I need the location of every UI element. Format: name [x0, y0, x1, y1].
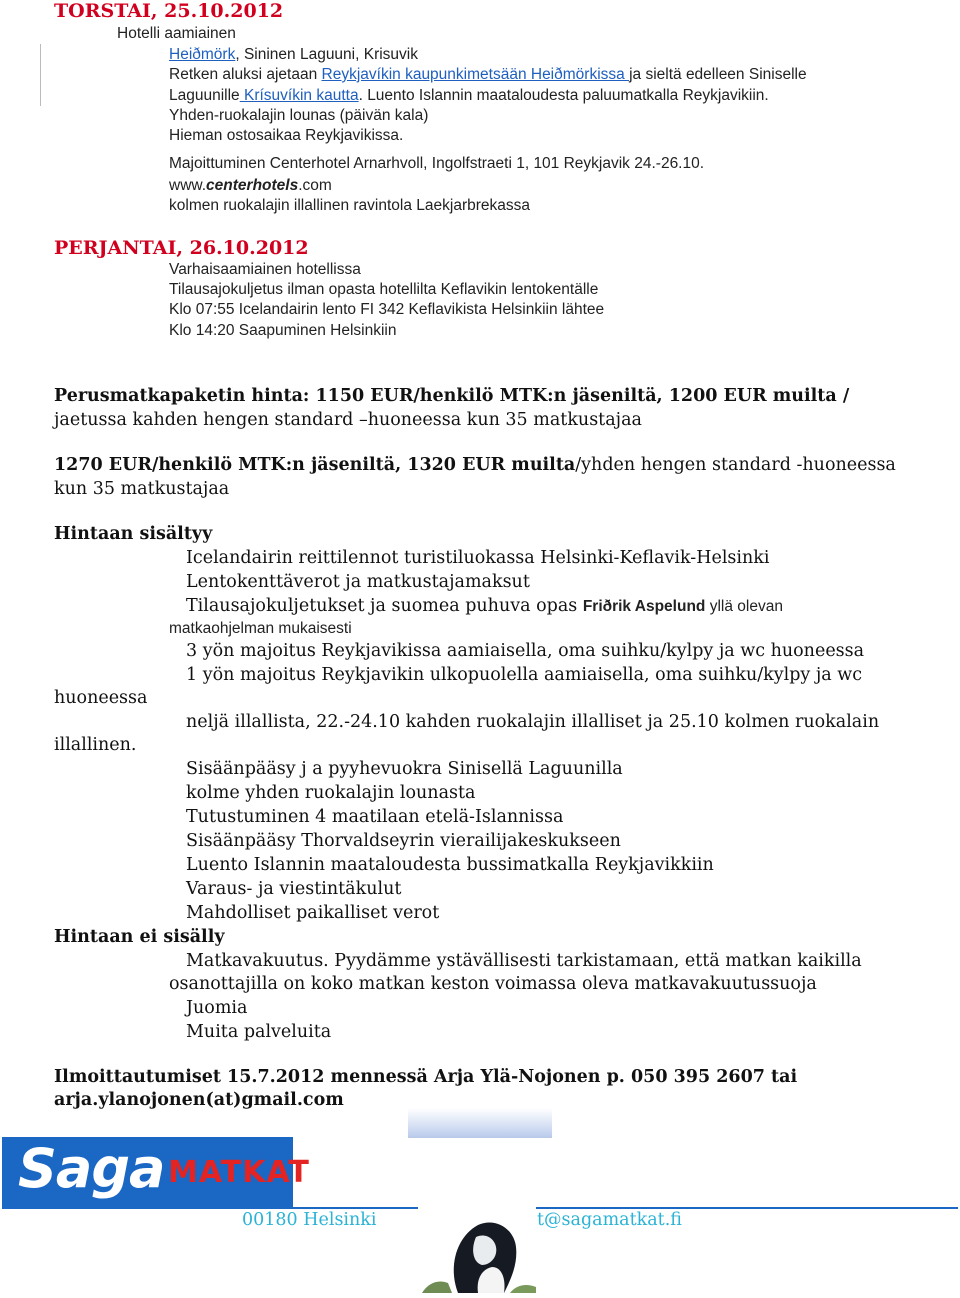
excludes-heading: Hintaan ei sisälly	[54, 927, 225, 947]
day1-trip-line2	[169, 87, 769, 105]
photo-strip	[408, 1108, 552, 1138]
day1-dinner: kolmen ruokalajin illallinen ravintola Laekjarbrekassa	[169, 197, 530, 214]
includes-taxes: Lentokenttäverot ja matkustajamaksut	[186, 572, 530, 592]
price-single: 1270 EUR/henkilö MTK:n jäseniltä, 1320 EUR muilta	[54, 455, 576, 475]
day2-item: Tilausajokuljetus ilman opasta hotellilta Keflavikin lentokentälle	[169, 281, 599, 298]
puffin-photo	[418, 1207, 536, 1293]
day1-accommodation: Majoittuminen Centerhotel Arnarhvoll, Ingolfstraeti 1, 101 Reykjavik 24.-26.10.	[169, 155, 705, 172]
web-domain: centerhotels	[206, 177, 299, 194]
trip-text: ja sieltä edelleen Siniselle	[629, 66, 807, 83]
includes-item: kolme yhden ruokalajin lounasta	[186, 783, 476, 803]
saga-matkat-logo	[2, 1137, 310, 1209]
day2-item: Klo 14:20 Saapuminen Helsinkiin	[169, 322, 397, 339]
price-line1: Perusmatkapaketin hinta: 1150 EUR/henkilö MTK:n jäseniltä, 1200 EUR muilta /	[54, 386, 850, 406]
logo-saga-text: Saga	[18, 1137, 165, 1200]
puffin-icon	[418, 1207, 536, 1293]
day2-item: Klo 07:55 Icelandairin lento FI 342 Keflavikista Helsinkiin lähtee	[169, 301, 605, 318]
includes-dinners-cont: illallinen.	[54, 735, 137, 755]
excludes-insurance-cont: osanottajilla on koko matkan keston voimassa oleva matkavakuutussuoja	[169, 974, 817, 994]
excludes-drinks: Juomia	[186, 998, 248, 1018]
guide-name: Friðrik Aspelund	[582, 598, 706, 615]
transfers-tail: yllä olevan	[705, 598, 783, 615]
day1-trip-line1	[169, 66, 807, 84]
includes-dinners: neljä illallista, 22.-24.10 kahden ruokalajin illalliset ja 25.10 kolmen ruokalain	[186, 712, 880, 732]
day2-item: Varhaisaamiainen hotellissa	[169, 261, 361, 278]
web-suffix: .com	[298, 177, 332, 194]
includes-item: Sisäänpääsy j a pyyhevuokra Sinisellä Laguunilla	[186, 759, 623, 779]
transfers-text: Tilausajokuljetukset ja suomea puhuva opas	[186, 596, 583, 616]
price-line4: kun 35 matkustajaa	[54, 479, 230, 499]
day1-shopping: Hieman ostosaikaa Reykjavikissa.	[169, 127, 404, 144]
includes-heading: Hintaan sisältyy	[54, 524, 213, 544]
day2-heading: PERJANTAI, 26.10.2012	[54, 237, 309, 259]
trip-text: Retken aluksi ajetaan	[169, 66, 322, 83]
route-rest: , Sininen Laguuni, Krisuvik	[235, 46, 418, 63]
includes-transfers	[186, 596, 783, 616]
logo-matkat-text: MATKAT	[168, 1155, 310, 1190]
web-prefix: www.	[169, 177, 207, 194]
excludes-insurance: Matkavakuutus. Pyydämme ystävällisesti tarkistamaan, että matkan kaikilla	[186, 951, 862, 971]
includes-item: Luento Islannin maataloudesta bussimatkalla Reykjavikkiin	[186, 855, 714, 875]
trip-text: . Luento Islannin maataloudesta paluumatkalla Reykjavikiin.	[358, 87, 769, 104]
registration-line1: Ilmoittautumiset 15.7.2012 mennessä Arja Ylä-Nojonen p. 050 395 2607 tai	[54, 1067, 798, 1087]
includes-item: Varaus- ja viestintäkulut	[186, 879, 402, 899]
price-line3	[54, 455, 896, 475]
excludes-services: Muita palveluita	[186, 1022, 332, 1042]
includes-item: Sisäänpääsy Thorvaldseyrin vierailijakeskukseen	[186, 831, 621, 851]
includes-country: 1 yön majoitus Reykjavikin ulkopuolella aamiaisella, oma suihku/kylpy ja wc	[186, 665, 863, 685]
registration-email[interactable]: arja.ylanojonen(at)gmail.com	[54, 1090, 344, 1110]
price-line2: jaetussa kahden hengen standard –huoneessa kun 35 matkustajaa	[54, 410, 642, 430]
day1-heading: TORSTAI, 25.10.2012	[54, 0, 284, 22]
includes-item: Mahdolliset paikalliset verot	[186, 903, 440, 923]
includes-flights: Icelandairin reittilennot turistiluokassa Helsinki-Keflavik-Helsinki	[186, 548, 770, 568]
krisuvik-link[interactable]: Krísuvíkin kautta	[239, 87, 359, 104]
hotel-website[interactable]	[169, 177, 332, 195]
margin-rule	[40, 44, 41, 106]
includes-item: Tutustuminen 4 maatilaan etelä-Islannissa	[186, 807, 564, 827]
day1-breakfast: Hotelli aamiainen	[117, 25, 236, 42]
includes-country-cont: huoneessa	[54, 688, 148, 708]
reykjavik-forest-link[interactable]: Reykjavíkin kaupunkimetsään Heiðmörkissa	[321, 66, 630, 83]
includes-transfers-cont: matkaohjelman mukaisesti	[169, 620, 352, 637]
day1-lunch: Yhden-ruokalajin lounas (päivän kala)	[169, 107, 429, 124]
day1-route	[169, 46, 418, 64]
footer-postal: 00180 Helsinki	[242, 1210, 377, 1230]
footer-email[interactable]: t@sagamatkat.fi	[537, 1210, 682, 1230]
heidmork-link[interactable]: Heiðmörk	[169, 46, 236, 63]
trip-text: Laguunille	[169, 87, 240, 104]
includes-hotel: 3 yön majoitus Reykjavikissa aamiaisella, oma suihku/kylpy ja wc huoneessa	[186, 641, 865, 661]
price-single-rest: /yhden hengen standard -huoneessa	[575, 455, 896, 475]
